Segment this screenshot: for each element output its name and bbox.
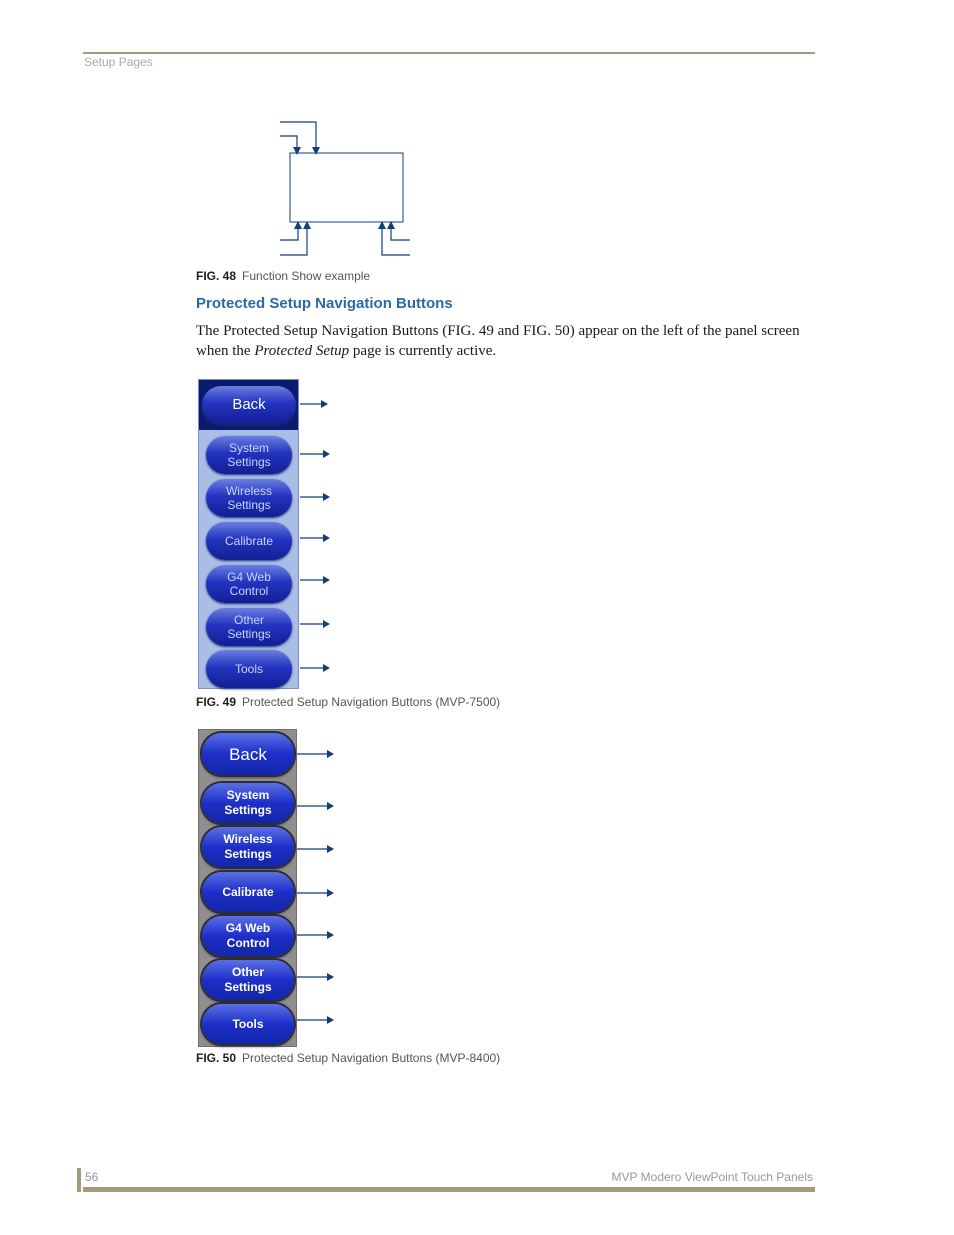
page-number: 56 (85, 1170, 99, 1184)
body-paragraph (196, 321, 806, 361)
wireless-settings-button[interactable]: Wireless Settings (202, 827, 294, 867)
tools-button[interactable]: Tools (202, 1004, 294, 1044)
arrow-top-left (280, 136, 297, 151)
calibrate-button[interactable]: Calibrate (206, 522, 292, 560)
system-settings-button[interactable]: System Settings (206, 436, 292, 474)
arrow-bottom-left-inner (280, 225, 298, 240)
fig49-arrows (296, 379, 336, 689)
fig48-caption (196, 269, 370, 283)
show-box (290, 153, 403, 222)
mvp8400-nav-panel (198, 729, 297, 1047)
running-head: Setup Pages (84, 55, 153, 69)
tools-button[interactable]: Tools (206, 650, 292, 688)
fig49-caption-text: Protected Setup Navigation Buttons (MVP-7500) (242, 695, 501, 709)
fig49-label: FIG. 49 (196, 695, 237, 709)
fig48-label: FIG. 48 (196, 269, 237, 283)
footer-doc-title: MVP Modero ViewPoint Touch Panels (611, 1170, 813, 1184)
g4-web-control-button[interactable]: G4 Web Control (202, 916, 294, 956)
fig50-caption (196, 1051, 500, 1065)
function-show-diagram (270, 115, 420, 260)
arrow-bottom-right-inner (391, 225, 410, 240)
footer-tick (77, 1168, 81, 1192)
other-settings-button[interactable]: Other Settings (206, 608, 292, 646)
back-button[interactable]: Back (202, 733, 294, 775)
section-title: Protected Setup Navigation Buttons (196, 295, 453, 312)
wireless-settings-button[interactable]: Wireless Settings (206, 479, 292, 517)
fig50-arrows (294, 729, 336, 1047)
fig50-label: FIG. 50 (196, 1051, 237, 1065)
fig50-caption-text: Protected Setup Navigation Buttons (MVP-8400) (242, 1051, 501, 1065)
body-text-part1: The Protected Setup Navigation Buttons (FIG. 49 and FIG. 50) appear on the left of the panel screen when the (196, 323, 800, 359)
header-rule (83, 52, 815, 54)
fig49-caption (196, 695, 500, 709)
footer-rule (83, 1187, 815, 1192)
fig48-caption-text: Function Show example (242, 269, 371, 283)
body-text-italic: Protected Setup (254, 343, 350, 359)
mvp7500-nav-panel (198, 379, 299, 689)
back-button[interactable]: Back (202, 386, 296, 424)
body-text-part2: page is currently active. (349, 343, 497, 359)
other-settings-button[interactable]: Other Settings (202, 960, 294, 1000)
system-settings-button[interactable]: System Settings (202, 783, 294, 823)
calibrate-button[interactable]: Calibrate (202, 872, 294, 912)
g4-web-control-button[interactable]: G4 Web Control (206, 565, 292, 603)
